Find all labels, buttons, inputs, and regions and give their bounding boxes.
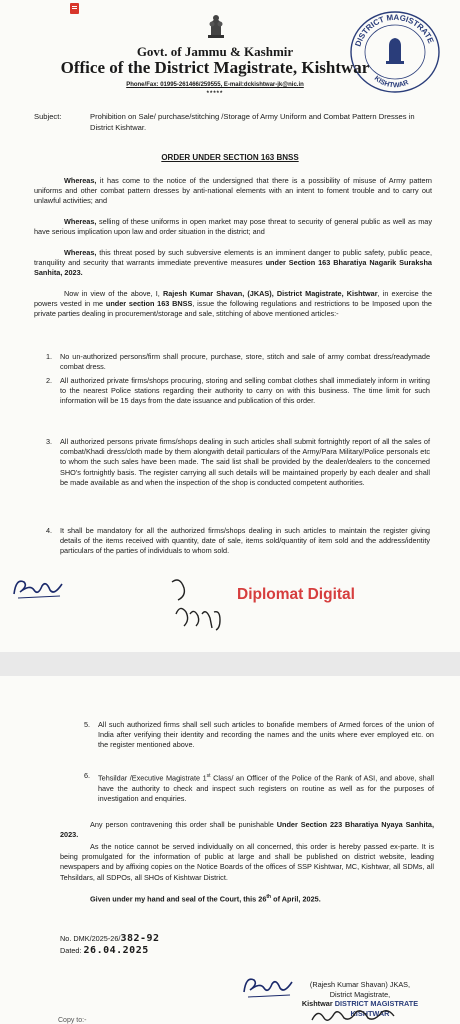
- list-text: No un-authorized persons/firm shall procure, purchase, store, stitch and sale of army combat dress/readymade combat dress.: [60, 352, 430, 372]
- section-reference: Under Section 223 Bharatiya Nyaya Sanhita, 2023.: [60, 820, 434, 840]
- subject-text: Prohibition on Sale/ purchase/stitching /Storage of Army Uniform and Combat Pattern Dresses in District Kishtwar.: [90, 112, 415, 132]
- given-pre: Given under my hand and seal of the Court, this 26: [90, 894, 267, 904]
- whereas-paragraph-1: [34, 176, 432, 207]
- notice-text: As the notice cannot be served individually on all concerned, this order is hereby passed ex-parte. It is being promulgated for the information of public at large and shall be published on district website, leading newspapers and by affixing copies on the Notice Boards of the offices of SSP Kishtwar, MC, Kishtwar, all SDMs, all Tehsildars, all SDPOs, all SHOs of Kishtwar District.: [60, 842, 434, 882]
- list-number: 5.: [84, 720, 91, 729]
- list-text: All authorized private firms/shops procuring, storing and selling combat clothes shall immediately inform in writing to the nearest Police stations regarding their authority to carry on with this business. The time limit for such information will be 15 days from the date issuance and publication of this order.: [60, 376, 430, 406]
- given-under-line: [60, 892, 434, 905]
- list-number: 1.: [46, 352, 53, 361]
- list-number: 4.: [46, 526, 53, 535]
- ordinal-suffix: th: [266, 894, 272, 900]
- subject-label: Subject:: [34, 112, 62, 121]
- list-item: [46, 526, 430, 557]
- initials-signature: [10, 574, 70, 602]
- office-heading: Office of the District Magistrate, Kishtwar: [60, 58, 370, 77]
- order-title: ORDER UNDER SECTION 163 BNSS: [161, 153, 299, 162]
- reference-block: [60, 934, 160, 956]
- punishment-text: Any person contravening this order shall be punishable: [90, 820, 277, 829]
- whereas-lead: Whereas,: [64, 217, 97, 226]
- header-stars: *****: [206, 91, 224, 97]
- whereas-lead: Whereas,: [64, 248, 97, 257]
- notice-paragraph: [60, 842, 434, 883]
- list-text: It shall be mandatory for all the authorized firms/shops dealing in such articles to maintain the register giving details of the items received with quantity, date of sale, items sold/quantity of item sold and the address/identity particulars of the parties of individuals to whom sold.: [60, 526, 430, 556]
- reference-number-label: No. DMK/2025-26/: [60, 934, 121, 943]
- given-post: of April, 2025.: [271, 894, 321, 904]
- whereas-paragraph-3: [34, 248, 432, 279]
- contact-line: Phone/Fax: 01995-261466/259555, E-mail:dckishtwar-jk@nic.in: [126, 82, 304, 88]
- seal-bottom-text: KISHTWAR: [372, 74, 410, 90]
- pdf-icon: [70, 3, 79, 14]
- list-item: [46, 376, 430, 407]
- seal-top-text: DISTRICT MAGISTRATE: [353, 12, 436, 48]
- now-post: , issue the following regulations and restrictions to be Imposed upon the private parties dealing in procurement/storage and sale, stitching of above mentioned articles:-: [34, 299, 432, 319]
- list-item: [84, 720, 434, 751]
- list-text-post: Class/ an Officer of the Police of the Rank of ASI, and above, shall have the authority to check and inspect such registers on routine as well as for the purposes of investigation and enquiries.: [98, 773, 434, 803]
- list-text-pre: Tehsildar /Executive Magistrate 1: [98, 773, 207, 783]
- national-emblem-icon: [205, 14, 227, 40]
- list-text: All such authorized firms shall sell such articles to bonafide members of Armed forces of the union of India after verifying their identity and recording the names and the units where ever employed etc. on the register mentioned above.: [98, 720, 434, 750]
- document-page-2: [0, 676, 460, 1024]
- now-mid: , in exercise the powers vested in me: [34, 289, 432, 309]
- stamp-text: DISTRICT MAGISTRATE: [334, 999, 419, 1008]
- whereas-paragraph-2: [34, 217, 432, 237]
- stamp-place: KISHTWAR: [350, 1008, 390, 1018]
- signatory-name: (Rajesh Kumar Shavan) JKAS,: [309, 980, 411, 989]
- watermark: Diplomat Digital: [237, 586, 355, 603]
- whereas-text: this threat posed by such subversive elements is an imminent danger to public safety, public peace, tranquility and security that warrants immediate preventive measures: [34, 248, 432, 268]
- magistrate-name: Rajesh Kumar Shavan, (JKAS), District Magistrate, Kishtwar: [162, 289, 378, 298]
- dated-label: Dated:: [60, 946, 84, 956]
- whereas-text: selling of these uniforms in open market may pose threat to security of general public as well as may have serious implication upon law and order situation in the district; and: [34, 217, 432, 237]
- now-paragraph: [34, 289, 432, 320]
- ordinal-suffix: st: [206, 773, 211, 779]
- list-number: 6.: [84, 771, 91, 780]
- list-item: [84, 771, 434, 804]
- list-number: 2.: [46, 376, 53, 385]
- signatory-place-text: Kishtwar: [301, 999, 333, 1008]
- whereas-text: it has come to the notice of the undersigned that there is a possibility of misuse of Army pattern uniforms and other combat pattern dresses by anti-national elements with an intent to foment trouble and to carry out unlawful activities; and: [34, 176, 432, 206]
- whereas-lead: Whereas,: [64, 176, 97, 185]
- list-item: [46, 352, 430, 372]
- list-item: [46, 437, 430, 488]
- punishment-paragraph: [60, 820, 434, 840]
- now-pre: Now in view of the above, I,: [64, 289, 163, 298]
- handwritten-signature: [308, 1006, 398, 1024]
- page-gap: [0, 652, 460, 676]
- copy-to-line: Copy to:-: [58, 1017, 87, 1024]
- govt-heading: Govt. of Jammu & Kashmir: [136, 44, 294, 59]
- reference-number-value: 382-92: [120, 933, 160, 944]
- list-text: All authorized persons private firms/shops dealing in such articles shall submit fortnightly report of all the sales of combat/Khadi dress/cloth made by them alongwith detail particulars of the Army/Para Military/Police personals etc to whom the such sales have been made. The said list shall be provided by the dealer/dealers to the concerned SHO's fortnightly basis. The register carrying all such details will be maintained properly by each dealer and shall be made available as and when the inspection of the shop is conducted competent authorities.: [60, 437, 430, 487]
- section-reference: under section 163 BNSS: [105, 299, 193, 309]
- handwritten-signature: [150, 574, 230, 634]
- dated-value: 26.04.2025: [83, 945, 149, 957]
- section-reference: under Section 163 Bharatiya Nagarik Suraksha Sanhita, 2023.: [34, 258, 432, 278]
- list-number: 3.: [46, 437, 53, 446]
- signatory-title: District Magistrate,: [329, 989, 391, 999]
